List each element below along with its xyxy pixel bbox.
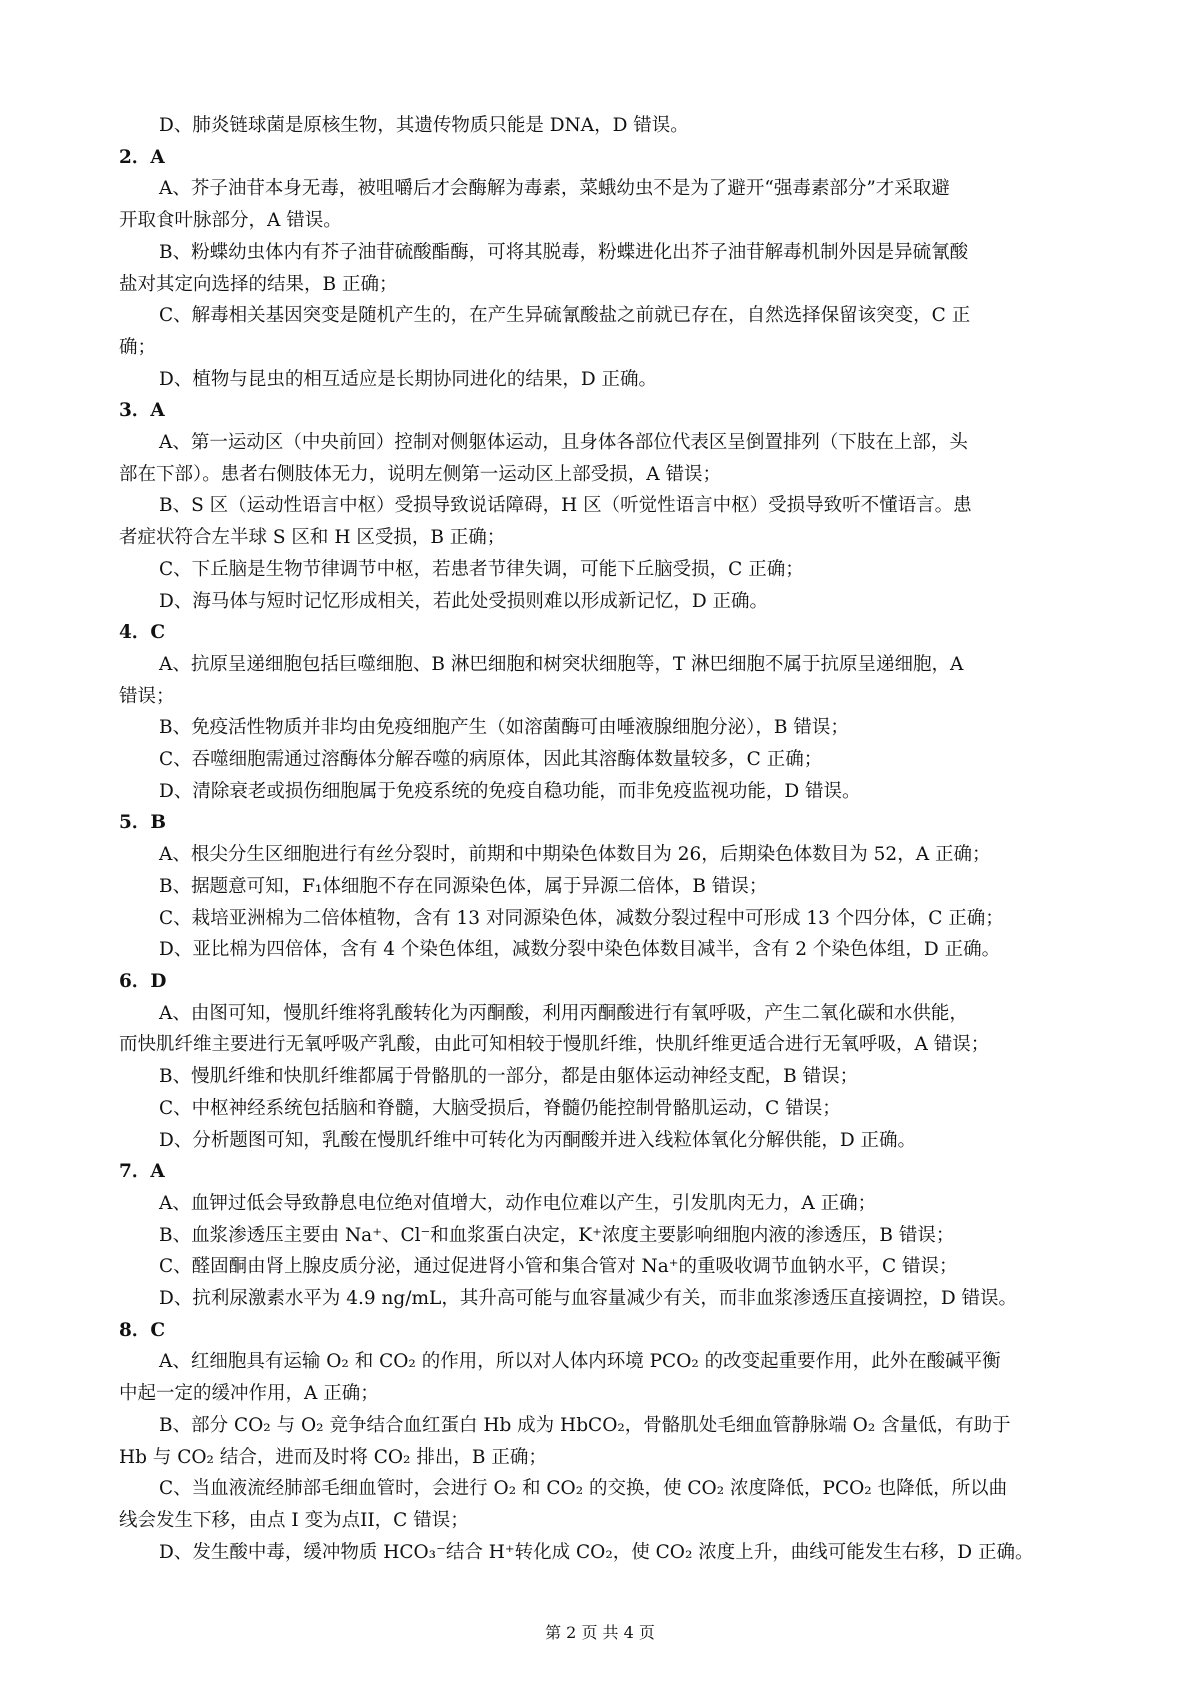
option-explanation-continued: 盐对其定向选择的结果，B 正确； (119, 273, 398, 295)
option-explanation: D、亚比棉为四倍体，含有 4 个染色体组，减数分裂中染色体数目减半，含有 2 个染色体组，D 正确。 (159, 939, 1001, 961)
option-explanation: C、下丘脑是生物节律调节中枢，若患者节律失调，可能下丘脑受损，C 正确； (159, 558, 804, 580)
option-explanation: D、植物与昆虫的相互适应是长期协同进化的结果，D 正确。 (159, 368, 658, 390)
question-block (119, 1156, 1099, 1315)
option-explanation-continued: Hb 与 CO₂ 结合，进而及时将 CO₂ 排出，B 正确； (119, 1446, 547, 1468)
option-explanation-continued: 确； (119, 336, 157, 358)
question-block (119, 395, 1099, 617)
option-explanation: A、第一运动区（中央前回）控制对侧躯体运动，且身体各部位代表区呈倒置排列（下肢在上部，头 (159, 432, 968, 454)
option-explanation: C、解毒相关基因突变是随机产生的，在产生异硫氰酸盐之前就已存在，自然选择保留该突变，C 正 (159, 305, 971, 327)
option-explanation: C、醛固酮由肾上腺皮质分泌，通过促进肾小管和集合管对 Na⁺的重吸收调节血钠水平，C 错误； (159, 1256, 958, 1278)
question-block (119, 1315, 1099, 1569)
option-explanation-continued: 中起一定的缓冲作用，A 正确； (119, 1383, 379, 1405)
option-explanation: D、海马体与短时记忆形成相关，若此处受损则难以形成新记忆，D 正确。 (159, 590, 769, 612)
option-explanation: B、慢肌纤维和快肌纤维都属于骨骼肌的一部分，都是由躯体运动神经支配，B 错误； (159, 1066, 859, 1088)
option-explanation-continued: 线会发生下移，由点 I 变为点II，C 错误； (119, 1509, 469, 1531)
question-number: 8．C (119, 1319, 166, 1341)
option-explanation: C、中枢神经系统包括脑和脊髓，大脑受损后，脊髓仍能控制骨骼肌运动，C 错误； (159, 1097, 841, 1119)
question-block (119, 966, 1099, 1156)
page-footer: 第 2 页 共 4 页 (545, 1623, 655, 1642)
option-explanation: A、由图可知，慢肌纤维将乳酸转化为丙酮酸，利用丙酮酸进行有氧呼吸，产生二氧化碳和水供能， (159, 1002, 968, 1024)
question-number: 5．B (119, 812, 167, 834)
option-explanation: D、清除衰老或损伤细胞属于免疫系统的免疫自稳功能，而非免疫监视功能，D 错误。 (159, 780, 861, 802)
option-explanation-continued: 错误； (119, 685, 175, 707)
option-explanation: A、根尖分生区细胞进行有丝分裂时，前期和中期染色体数目为 26，后期染色体数目为 52，A 正确； (159, 844, 991, 866)
option-explanation: A、抗原呈递细胞包括巨噬细胞、B 淋巴细胞和树突状细胞等，T 淋巴细胞不属于抗原呈递细胞，A (159, 653, 964, 675)
question-block (119, 617, 1099, 807)
option-explanation: B、免疫活性物质并非均由免疫细胞产生（如溶菌酶可由唾液腺细胞分泌），B 错误； (159, 717, 849, 739)
option-explanation: C、当血液流经肺部毛细血管时，会进行 O₂ 和 CO₂ 的交换，使 CO₂ 浓度降低，PCO₂ 也降低，所以曲 (159, 1478, 1008, 1500)
option-explanation: D、肺炎链球菌是原核生物，其遗传物质只能是 DNA，D 错误。 (159, 115, 689, 136)
question-number: 3．A (119, 400, 165, 422)
option-explanation: A、血钾过低会导致静息电位绝对值增大，动作电位难以产生，引发肌肉无力，A 正确； (159, 1192, 877, 1214)
question-block (119, 807, 1099, 966)
option-explanation: B、血浆渗透压主要由 Na⁺、Cl⁻和血浆蛋白决定，K⁺浓度主要影响细胞内液的渗透压，B 错误； (159, 1224, 955, 1246)
question-number: 4．C (119, 622, 166, 644)
option-explanation: C、吞噬细胞需通过溶酶体分解吞噬的病原体，因此其溶酶体数量较多，C 正确； (159, 749, 823, 771)
option-explanation: B、粉蝶幼虫体内有芥子油苷硫酸酯酶，可将其脱毒，粉蝶进化出芥子油苷解毒机制外因是异硫氰酸 (159, 241, 969, 263)
option-explanation: A、芥子油苷本身无毒，被咀嚼后才会酶解为毒素，菜蛾幼虫不是为了避开“强毒素部分”才采取避 (159, 178, 950, 200)
question-number: 7．A (119, 1161, 165, 1183)
option-explanation-continued: 者症状符合左半球 S 区和 H 区受损，B 正确； (119, 527, 506, 549)
option-explanation: B、据题意可知，F₁体细胞不存在同源染色体，属于异源二倍体，B 错误； (159, 875, 768, 897)
option-explanation: D、分析题图可知，乳酸在慢肌纤维中可转化为丙酮酸并进入线粒体氧化分解供能，D 正确。 (159, 1129, 917, 1151)
option-explanation: D、抗利尿激素水平为 4.9 ng/mL，其升高可能与血容量减少有关，而非血浆渗透压直接调控，D 错误。 (159, 1288, 1018, 1310)
option-explanation: B、部分 CO₂ 与 O₂ 竞争结合血红蛋白 Hb 成为 HbCO₂，骨骼肌处毛细血管静脉端 O₂ 含量低，有助于 (159, 1414, 1011, 1436)
answer-content (119, 110, 1099, 1568)
question-block (119, 142, 1099, 396)
option-explanation-continued: 开取食叶脉部分，A 错误。 (119, 210, 342, 232)
option-explanation-continued: 而快肌纤维主要进行无氧呼吸产乳酸，由此可知相较于慢肌纤维，快肌纤维更适合进行无氧呼吸，A 错误； (119, 1034, 990, 1056)
option-explanation: D、发生酸中毒，缓冲物质 HCO₃⁻结合 H⁺转化成 CO₂，使 CO₂ 浓度上升，曲线可能发生右移，D 正确。 (159, 1541, 1034, 1563)
question-block (119, 110, 1099, 142)
question-number: 6．D (119, 970, 167, 992)
option-explanation: C、栽培亚洲棉为二倍体植物，含有 13 对同源染色体，减数分裂过程中可形成 13 个四分体，C 正确； (159, 907, 1004, 929)
option-explanation: A、红细胞具有运输 O₂ 和 CO₂ 的作用，所以对人体内环境 PCO₂ 的改变起重要作用，此外在酸碱平衡 (159, 1351, 1001, 1373)
option-explanation-continued: 部在下部）。患者右侧肢体无力，说明左侧第一运动区上部受损，A 错误； (119, 463, 721, 485)
question-number: 2．A (119, 146, 165, 168)
option-explanation: B、S 区（运动性语言中枢）受损导致说话障碍，H 区（听觉性语言中枢）受损导致听不懂语言。患 (159, 495, 972, 517)
